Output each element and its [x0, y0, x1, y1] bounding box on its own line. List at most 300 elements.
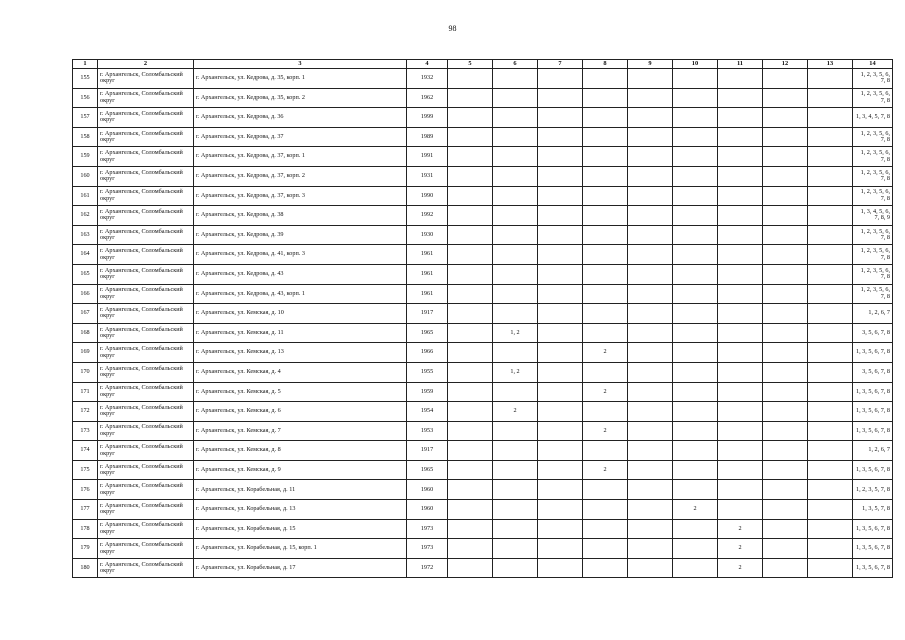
year-cell: 1972 — [407, 558, 448, 578]
district-cell: г. Архангельск, Соломбальский округ — [98, 69, 194, 89]
col13-cell — [808, 264, 853, 284]
col10-cell — [673, 127, 718, 147]
col8-cell — [583, 539, 628, 559]
col5-cell — [448, 402, 493, 422]
district-cell: г. Архангельск, Соломбальский округ — [98, 558, 194, 578]
col11-cell — [718, 206, 763, 226]
col6-cell — [493, 382, 538, 402]
col12-cell — [763, 539, 808, 559]
address-cell: г. Архангельск, ул. Кедрова, д. 41, корп. 3 — [194, 245, 407, 265]
col14-cell: 1, 3, 5, 6, 7, 8 — [853, 519, 893, 539]
col14-cell: 1, 2, 3, 5, 6, 7, 8 — [853, 69, 893, 89]
year-cell: 1930 — [407, 225, 448, 245]
col8-cell — [583, 402, 628, 422]
col5-cell — [448, 206, 493, 226]
col8-cell: 2 — [583, 343, 628, 363]
col13-cell — [808, 441, 853, 461]
col10-cell — [673, 539, 718, 559]
col9-cell — [628, 206, 673, 226]
row-number-cell: 163 — [73, 225, 98, 245]
row-number-cell: 176 — [73, 480, 98, 500]
table-row — [73, 69, 893, 89]
column-header: 3 — [194, 60, 407, 69]
address-cell: г. Архангельск, ул. Кедрова, д. 37, корп. 3 — [194, 186, 407, 206]
col8-cell — [583, 88, 628, 108]
col14-cell: 1, 2, 3, 5, 6, 7, 8 — [853, 166, 893, 186]
col5-cell — [448, 362, 493, 382]
table-row — [73, 402, 893, 422]
col5-cell — [448, 480, 493, 500]
column-header: 8 — [583, 60, 628, 69]
col12-cell — [763, 245, 808, 265]
col9-cell — [628, 362, 673, 382]
row-number-cell: 165 — [73, 264, 98, 284]
col13-cell — [808, 460, 853, 480]
col13-cell — [808, 206, 853, 226]
col10-cell — [673, 343, 718, 363]
year-cell: 1989 — [407, 127, 448, 147]
col9-cell — [628, 304, 673, 324]
col11-cell — [718, 108, 763, 128]
year-cell: 1961 — [407, 264, 448, 284]
row-number-cell: 156 — [73, 88, 98, 108]
col11-cell — [718, 323, 763, 343]
col10-cell — [673, 108, 718, 128]
col13-cell — [808, 558, 853, 578]
col7-cell — [538, 264, 583, 284]
col12-cell — [763, 519, 808, 539]
row-number-cell: 179 — [73, 539, 98, 559]
col13-cell — [808, 166, 853, 186]
col12-cell — [763, 206, 808, 226]
col8-cell — [583, 69, 628, 89]
col13-cell — [808, 284, 853, 304]
table-row — [73, 460, 893, 480]
col14-cell: 1, 2, 3, 5, 6, 7, 8 — [853, 147, 893, 167]
col6-cell — [493, 460, 538, 480]
col12-cell — [763, 108, 808, 128]
col13-cell — [808, 480, 853, 500]
col7-cell — [538, 186, 583, 206]
col7-cell — [538, 206, 583, 226]
col8-cell — [583, 323, 628, 343]
col13-cell — [808, 402, 853, 422]
col7-cell — [538, 166, 583, 186]
address-cell: г. Архангельск, ул. Кемская, д. 7 — [194, 421, 407, 441]
col14-cell: 1, 2, 3, 5, 6, 7, 8 — [853, 127, 893, 147]
district-cell: г. Архангельск, Соломбальский округ — [98, 441, 194, 461]
page-number: 98 — [448, 24, 457, 33]
column-header: 5 — [448, 60, 493, 69]
col13-cell — [808, 539, 853, 559]
address-cell: г. Архангельск, ул. Кедрова, д. 38 — [194, 206, 407, 226]
table-row — [73, 225, 893, 245]
col10-cell — [673, 402, 718, 422]
col13-cell — [808, 225, 853, 245]
district-cell: г. Архангельск, Соломбальский округ — [98, 362, 194, 382]
address-cell: г. Архангельск, ул. Кемская, д. 4 — [194, 362, 407, 382]
col6-cell — [493, 558, 538, 578]
row-number-cell: 175 — [73, 460, 98, 480]
col8-cell — [583, 519, 628, 539]
col6-cell — [493, 519, 538, 539]
col5-cell — [448, 127, 493, 147]
col7-cell — [538, 362, 583, 382]
address-cell: г. Архангельск, ул. Кедрова, д. 37 — [194, 127, 407, 147]
address-cell: г. Архангельск, ул. Корабельная, д. 13 — [194, 500, 407, 520]
address-cell: г. Архангельск, ул. Кемская, д. 9 — [194, 460, 407, 480]
row-number-cell: 173 — [73, 421, 98, 441]
col14-cell: 1, 3, 5, 6, 7, 8 — [853, 539, 893, 559]
column-header: 7 — [538, 60, 583, 69]
row-number-cell: 180 — [73, 558, 98, 578]
col11-cell — [718, 225, 763, 245]
col10-cell — [673, 69, 718, 89]
col11-cell — [718, 284, 763, 304]
table-row — [73, 304, 893, 324]
row-number-cell: 158 — [73, 127, 98, 147]
table-row — [73, 500, 893, 520]
row-number-cell: 159 — [73, 147, 98, 167]
col10-cell — [673, 147, 718, 167]
col6-cell: 1, 2 — [493, 362, 538, 382]
col13-cell — [808, 108, 853, 128]
col6-cell — [493, 108, 538, 128]
district-cell: г. Архангельск, Соломбальский округ — [98, 460, 194, 480]
year-cell: 1999 — [407, 108, 448, 128]
year-cell: 1953 — [407, 421, 448, 441]
district-cell: г. Архангельск, Соломбальский округ — [98, 480, 194, 500]
col9-cell — [628, 108, 673, 128]
col10-cell — [673, 245, 718, 265]
table-row — [73, 186, 893, 206]
col9-cell — [628, 500, 673, 520]
col14-cell: 1, 2, 6, 7 — [853, 441, 893, 461]
col14-cell: 1, 3, 5, 6, 7, 8 — [853, 421, 893, 441]
col14-cell: 1, 2, 3, 5, 6, 7, 8 — [853, 264, 893, 284]
year-cell: 1960 — [407, 500, 448, 520]
address-cell: г. Архангельск, ул. Корабельная, д. 15 — [194, 519, 407, 539]
col7-cell — [538, 108, 583, 128]
address-cell: г. Архангельск, ул. Кедрова, д. 43 — [194, 264, 407, 284]
col10-cell — [673, 421, 718, 441]
col5-cell — [448, 304, 493, 324]
address-cell: г. Архангельск, ул. Кемская, д. 11 — [194, 323, 407, 343]
table-row — [73, 480, 893, 500]
col7-cell — [538, 402, 583, 422]
header-row — [73, 60, 893, 69]
col13-cell — [808, 127, 853, 147]
col5-cell — [448, 69, 493, 89]
col12-cell — [763, 343, 808, 363]
address-cell: г. Архангельск, ул. Кемская, д. 10 — [194, 304, 407, 324]
column-header: 9 — [628, 60, 673, 69]
col5-cell — [448, 108, 493, 128]
row-number-cell: 162 — [73, 206, 98, 226]
col6-cell — [493, 245, 538, 265]
col12-cell — [763, 264, 808, 284]
year-cell: 1992 — [407, 206, 448, 226]
table-row — [73, 441, 893, 461]
col11-cell — [718, 382, 763, 402]
col6-cell — [493, 343, 538, 363]
table-row — [73, 206, 893, 226]
col9-cell — [628, 323, 673, 343]
col5-cell — [448, 343, 493, 363]
col14-cell: 1, 3, 5, 6, 7, 8 — [853, 460, 893, 480]
col6-cell — [493, 441, 538, 461]
col12-cell — [763, 88, 808, 108]
col5-cell — [448, 225, 493, 245]
row-number-cell: 169 — [73, 343, 98, 363]
col5-cell — [448, 245, 493, 265]
col6-cell — [493, 88, 538, 108]
col11-cell — [718, 166, 763, 186]
col13-cell — [808, 304, 853, 324]
year-cell: 1955 — [407, 362, 448, 382]
col6-cell — [493, 264, 538, 284]
col9-cell — [628, 382, 673, 402]
col6-cell — [493, 500, 538, 520]
col7-cell — [538, 421, 583, 441]
address-cell: г. Архангельск, ул. Кедрова, д. 35, корп. 1 — [194, 69, 407, 89]
year-cell: 1961 — [407, 284, 448, 304]
col11-cell — [718, 362, 763, 382]
col7-cell — [538, 382, 583, 402]
col10-cell — [673, 166, 718, 186]
table-row — [73, 362, 893, 382]
address-cell: г. Архангельск, ул. Кемская, д. 5 — [194, 382, 407, 402]
col10-cell — [673, 460, 718, 480]
district-cell: г. Архангельск, Соломбальский округ — [98, 264, 194, 284]
col12-cell — [763, 460, 808, 480]
col10-cell — [673, 304, 718, 324]
col14-cell: 1, 2, 3, 5, 6, 7, 8 — [853, 88, 893, 108]
col12-cell — [763, 382, 808, 402]
col8-cell — [583, 441, 628, 461]
address-cell: г. Архангельск, ул. Кедрова, д. 36 — [194, 108, 407, 128]
col12-cell — [763, 402, 808, 422]
district-cell: г. Архангельск, Соломбальский округ — [98, 284, 194, 304]
col9-cell — [628, 186, 673, 206]
col7-cell — [538, 69, 583, 89]
row-number-cell: 161 — [73, 186, 98, 206]
col11-cell — [718, 343, 763, 363]
address-cell: г. Архангельск, ул. Корабельная, д. 17 — [194, 558, 407, 578]
col8-cell — [583, 108, 628, 128]
col10-cell — [673, 480, 718, 500]
col11-cell — [718, 500, 763, 520]
col6-cell — [493, 304, 538, 324]
col9-cell — [628, 519, 673, 539]
col14-cell: 1, 2, 3, 5, 6, 7, 8 — [853, 225, 893, 245]
col5-cell — [448, 460, 493, 480]
address-cell: г. Архангельск, ул. Кедрова, д. 37, корп. 1 — [194, 147, 407, 167]
col7-cell — [538, 225, 583, 245]
col14-cell: 1, 3, 5, 6, 7, 8 — [853, 402, 893, 422]
column-header: 10 — [673, 60, 718, 69]
address-cell: г. Архангельск, ул. Кедрова, д. 37, корп. 2 — [194, 166, 407, 186]
col5-cell — [448, 264, 493, 284]
col12-cell — [763, 421, 808, 441]
col9-cell — [628, 127, 673, 147]
col14-cell: 1, 3, 5, 6, 7, 8 — [853, 343, 893, 363]
col11-cell — [718, 245, 763, 265]
col10-cell: 2 — [673, 500, 718, 520]
table-row — [73, 264, 893, 284]
row-number-cell: 167 — [73, 304, 98, 324]
col13-cell — [808, 382, 853, 402]
district-cell: г. Архангельск, Соломбальский округ — [98, 304, 194, 324]
col5-cell — [448, 382, 493, 402]
col7-cell — [538, 343, 583, 363]
col11-cell — [718, 480, 763, 500]
col7-cell — [538, 500, 583, 520]
col9-cell — [628, 69, 673, 89]
col7-cell — [538, 480, 583, 500]
col12-cell — [763, 480, 808, 500]
col14-cell: 3, 5, 6, 7, 8 — [853, 323, 893, 343]
district-cell: г. Архангельск, Соломбальский округ — [98, 88, 194, 108]
table-row — [73, 421, 893, 441]
col13-cell — [808, 69, 853, 89]
address-cell: г. Архангельск, ул. Кедрова, д. 35, корп. 2 — [194, 88, 407, 108]
col14-cell: 1, 2, 3, 5, 6, 7, 8 — [853, 245, 893, 265]
district-cell: г. Архангельск, Соломбальский округ — [98, 245, 194, 265]
col5-cell — [448, 186, 493, 206]
district-cell: г. Архангельск, Соломбальский округ — [98, 323, 194, 343]
col14-cell: 1, 3, 4, 5, 6, 7, 8, 9 — [853, 206, 893, 226]
col7-cell — [538, 304, 583, 324]
year-cell: 1961 — [407, 245, 448, 265]
year-cell: 1962 — [407, 88, 448, 108]
district-cell: г. Архангельск, Соломбальский округ — [98, 343, 194, 363]
col11-cell — [718, 88, 763, 108]
year-cell: 1991 — [407, 147, 448, 167]
col12-cell — [763, 147, 808, 167]
col7-cell — [538, 323, 583, 343]
col14-cell: 1, 3, 5, 6, 7, 8 — [853, 558, 893, 578]
col11-cell — [718, 441, 763, 461]
col6-cell — [493, 69, 538, 89]
col7-cell — [538, 460, 583, 480]
row-number-cell: 171 — [73, 382, 98, 402]
year-cell: 1965 — [407, 323, 448, 343]
col9-cell — [628, 245, 673, 265]
col10-cell — [673, 362, 718, 382]
col10-cell — [673, 264, 718, 284]
row-number-cell: 157 — [73, 108, 98, 128]
district-cell: г. Архангельск, Соломбальский округ — [98, 108, 194, 128]
table-row — [73, 108, 893, 128]
row-number-cell: 166 — [73, 284, 98, 304]
col13-cell — [808, 421, 853, 441]
col13-cell — [808, 88, 853, 108]
col9-cell — [628, 480, 673, 500]
col6-cell — [493, 127, 538, 147]
col13-cell — [808, 323, 853, 343]
table-row — [73, 519, 893, 539]
row-number-cell: 172 — [73, 402, 98, 422]
address-cell: г. Архангельск, ул. Кемская, д. 8 — [194, 441, 407, 461]
row-number-cell: 168 — [73, 323, 98, 343]
table-row — [73, 382, 893, 402]
row-number-cell: 160 — [73, 166, 98, 186]
col11-cell — [718, 402, 763, 422]
col11-cell — [718, 304, 763, 324]
col12-cell — [763, 225, 808, 245]
register-table — [72, 59, 893, 578]
col6-cell: 1, 2 — [493, 323, 538, 343]
district-cell: г. Архангельск, Соломбальский округ — [98, 225, 194, 245]
col14-cell: 1, 2, 3, 5, 6, 7, 8 — [853, 186, 893, 206]
col8-cell — [583, 206, 628, 226]
col8-cell: 2 — [583, 382, 628, 402]
year-cell: 1932 — [407, 69, 448, 89]
table-row — [73, 245, 893, 265]
col10-cell — [673, 382, 718, 402]
col7-cell — [538, 558, 583, 578]
col7-cell — [538, 147, 583, 167]
col14-cell: 1, 3, 5, 7, 8 — [853, 500, 893, 520]
col11-cell: 2 — [718, 558, 763, 578]
col8-cell — [583, 166, 628, 186]
col11-cell — [718, 264, 763, 284]
col10-cell — [673, 284, 718, 304]
col12-cell — [763, 127, 808, 147]
col7-cell — [538, 245, 583, 265]
column-header: 12 — [763, 60, 808, 69]
col9-cell — [628, 88, 673, 108]
table-row — [73, 539, 893, 559]
year-cell: 1959 — [407, 382, 448, 402]
col12-cell — [763, 186, 808, 206]
col7-cell — [538, 127, 583, 147]
table-body — [73, 69, 893, 578]
col9-cell — [628, 539, 673, 559]
district-cell: г. Архангельск, Соломбальский округ — [98, 206, 194, 226]
col13-cell — [808, 362, 853, 382]
column-header: 13 — [808, 60, 853, 69]
col11-cell — [718, 127, 763, 147]
col11-cell — [718, 186, 763, 206]
col5-cell — [448, 500, 493, 520]
district-cell: г. Архангельск, Соломбальский округ — [98, 519, 194, 539]
col7-cell — [538, 88, 583, 108]
col13-cell — [808, 147, 853, 167]
col8-cell — [583, 127, 628, 147]
column-header: 6 — [493, 60, 538, 69]
col10-cell — [673, 186, 718, 206]
col6-cell — [493, 166, 538, 186]
col13-cell — [808, 245, 853, 265]
col11-cell — [718, 69, 763, 89]
col12-cell — [763, 558, 808, 578]
col6-cell — [493, 284, 538, 304]
col9-cell — [628, 147, 673, 167]
col8-cell — [583, 147, 628, 167]
col10-cell — [673, 225, 718, 245]
col7-cell — [538, 284, 583, 304]
col12-cell — [763, 441, 808, 461]
col8-cell: 2 — [583, 421, 628, 441]
column-header: 4 — [407, 60, 448, 69]
table-row — [73, 88, 893, 108]
col9-cell — [628, 343, 673, 363]
col13-cell — [808, 343, 853, 363]
table-row — [73, 558, 893, 578]
row-number-cell: 177 — [73, 500, 98, 520]
